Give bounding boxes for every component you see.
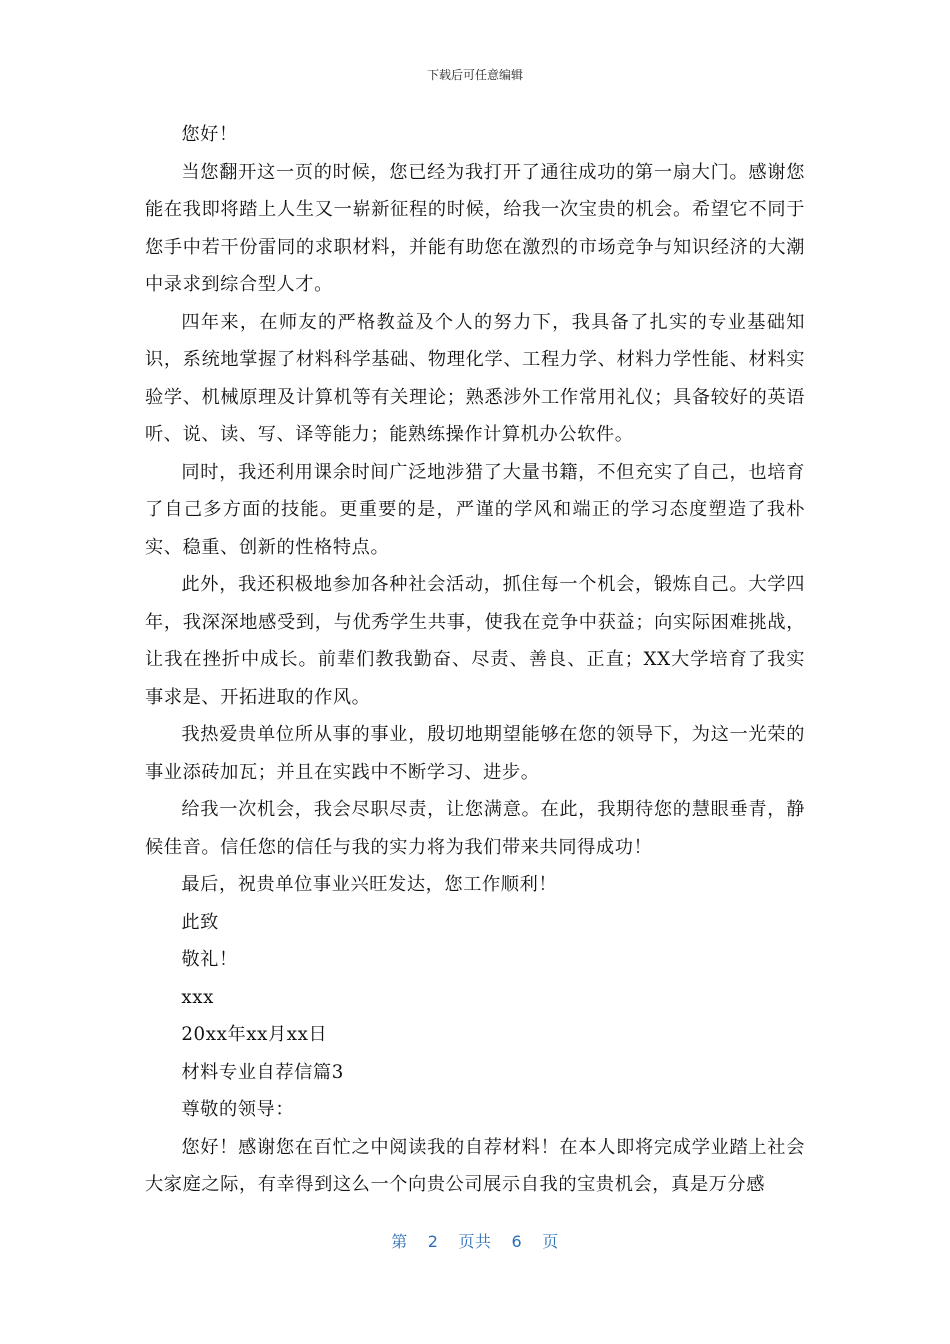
signature-date: 20xx年xx月xx日 [181, 1024, 328, 1045]
paragraph-activities: 此外，我还积极地参加各种社会活动，抓住每一个机会，锻炼自己。大学四年，我深深地感受到，与优秀学生共事，使我在竞争中获益；向实际困难挑战，让我在挫折中成长。前辈们教我勤奋、尽责、善良、正直；XX大学培育了我实事求是、开拓进取的作风。 [145, 574, 805, 708]
closing-regards: 敬礼！ [181, 949, 238, 970]
paragraph-wishes: 最后，祝贵单位事业兴旺发达，您工作顺利！ [181, 874, 558, 895]
paragraph-request: 给我一次机会，我会尽职尽责，让您满意。在此，我期待您的慧眼垂青，静候佳音。信任您的信任与我的实力将为我们带来共同得成功！ [145, 799, 805, 858]
page-header-note: 下载后可任意编辑 [426, 68, 523, 82]
paragraph-aspiration: 我热爱贵单位所从事的事业，殷切地期望能够在您的领导下，为这一光荣的事业添砖加瓦；并且在实践中不断学习、进步。 [145, 724, 805, 783]
footer-suffix: 页 [542, 1232, 559, 1251]
section-title: 材料专业自荐信篇3 [181, 1061, 344, 1083]
document-body [145, 116, 805, 1204]
footer-prefix: 第 [391, 1232, 408, 1251]
paragraph-intro: 当您翻开这一页的时候，您已经为我打开了通往成功的第一扇大门。感谢您能在我即将踏上人生又一崭新征程的时候，给我一次宝贵的机会。希望它不同于您手中若干份雷同的求职材料，并能有助您在激烈的市场竞争与知识经济的大潮中录求到综合型人才。 [145, 161, 805, 295]
paragraph-opening: 您好！感谢您在百忙之中阅读我的自荐材料！在本人即将完成学业踏上社会大家庭之际，有幸得到这么一个向贵公司展示自我的宝贵机会，真是万分感 [145, 1136, 805, 1195]
paragraph-greeting: 您好！ [181, 124, 238, 145]
paragraph-reading: 同时，我还利用课余时间广泛地涉猎了大量书籍，不但充实了自己，也培育了自己多方面的技能。更重要的是，严谨的学风和端正的学习态度塑造了我朴实、稳重、创新的性格特点。 [145, 461, 805, 558]
footer-current-page: 2 [427, 1232, 439, 1251]
closing-salutation: 此致 [181, 911, 219, 933]
footer-total-pages: 6 [511, 1232, 523, 1251]
signature-name: xxx [181, 986, 214, 1008]
footer-middle: 页共 [458, 1232, 492, 1251]
paragraph-skills: 四年来，在师友的严格教益及个人的努力下，我具备了扎实的专业基础知识，系统地掌握了材料科学基础、物理化学、工程力学、材料力学性能、材料实验学、机械原理及计算机等有关理论；熟悉涉外工作常用礼仪；具备较好的英语听、说、读、写、译等能力；能熟练操作计算机办公软件。 [145, 311, 805, 445]
letter-salutation: 尊敬的领导： [181, 1099, 295, 1120]
page-number-footer [0, 1229, 950, 1252]
